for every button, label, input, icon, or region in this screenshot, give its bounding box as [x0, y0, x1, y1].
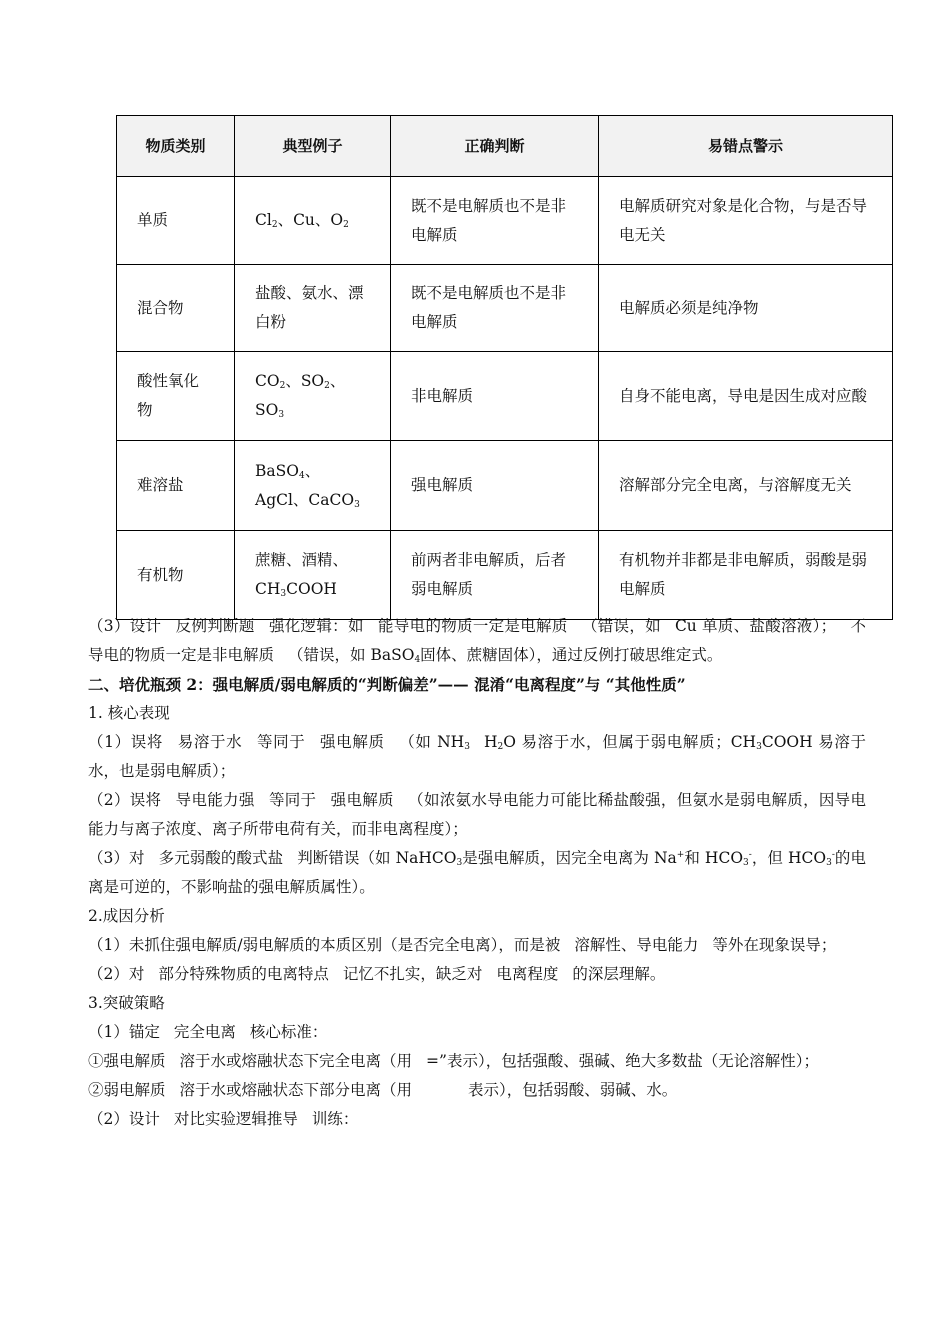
paragraph: （1）误将 易溶于水 等同于 强电解质 （如 $NH_3$ $H_2O$ 易溶于水，但属于弱电解质；$CH_3COOH$ 易溶于水，也是弱电解质）； — [88, 733, 866, 780]
cell-judgement: 前两者非电解质，后者弱电解质 — [391, 531, 599, 620]
cell-example: $CO_2$、$SO_2$、$SO_3$ — [235, 352, 391, 441]
subheading: 1. 核心表现 — [88, 704, 170, 722]
paragraph: （3）设计 反例判断题 强化逻辑：如 能导电的物质一定是电解质 （错误，如 Cu 单质、盐酸溶液）； 不导电的物质一定是非电解质 （错误，如 BaSO$_4$固体、蔗糖固体），通过反例打破思维定式。 — [88, 617, 866, 665]
cell-warning: 电解质必须是纯净物 — [599, 265, 893, 352]
cell-warning: 有机物并非都是非电解质，弱酸是弱电解质 — [599, 531, 893, 620]
paragraph: ①强电解质 溶于水或熔融状态下完全电离（用 =”表示），包括强酸、强碱、绝大多数盐（无论溶解性）； — [88, 1052, 819, 1070]
cell-category: 单质 — [117, 177, 235, 265]
cell-example: 蔗糖、酒精、$CH_3COOH$ — [235, 531, 391, 620]
cell-category: 难溶盐 — [117, 441, 235, 531]
cell-category: 酸性氧化物 — [117, 352, 235, 441]
table-row — [117, 531, 893, 620]
cell-judgement: 既不是电解质也不是非电解质 — [391, 265, 599, 352]
subheading: 3.突破策略 — [88, 994, 165, 1012]
table-header-row — [117, 116, 893, 177]
table-row — [117, 352, 893, 441]
cell-warning: 自身不能电离，导电是因生成对应酸 — [599, 352, 893, 441]
paragraph: （2）设计 对比实验逻辑推导 训练： — [88, 1110, 359, 1128]
paragraph: （1）锚定 完全电离 核心标准： — [88, 1023, 328, 1041]
cell-warning: 电解质研究对象是化合物，与是否导电无关 — [599, 177, 893, 265]
header-warning: 易错点警示 — [599, 116, 893, 177]
paragraph: ②弱电解质 溶于水或熔融状态下部分电离（用 表示），包括弱酸、弱碱、水。 — [88, 1081, 678, 1099]
paragraph: （2）误将 导电能力强 等同于 强电解质 （如浓氨水导电能力可能比稀盐酸强，但氨水是弱电解质，因导电能力与离子浓度、离子所带电荷有关，而非电离程度）； — [88, 791, 866, 838]
cell-category: 有机物 — [117, 531, 235, 620]
header-example: 典型例子 — [235, 116, 391, 177]
cell-example: 盐酸、氨水、漂白粉 — [235, 265, 391, 352]
electrolyte-table — [116, 115, 893, 620]
header-judgement: 正确判断 — [391, 116, 599, 177]
paragraph: （2）对 部分特殊物质的电离特点 记忆不扎实，缺乏对 电离程度 的深层理解。 — [88, 965, 666, 983]
cell-warning: 溶解部分完全电离，与溶解度无关 — [599, 441, 893, 531]
cell-example: $Cl_2$、Cu、$O_2$ — [235, 177, 391, 265]
body-text — [88, 612, 866, 1134]
paragraph: （3）对 多元弱酸的酸式盐 判断错误（如 NaHCO$_3$是强电解质，因完全电离为 Na+和 $HCO_3^-$，但 $HCO_3^-$的电离是可逆的，不影响盐的强电解质属性）。 — [88, 849, 866, 896]
section-heading: 二、培优瓶颈 2：强电解质/弱电解质的“判断偏差”—— 混淆“电离程度”与 “其他性质” — [88, 675, 686, 694]
header-category: 物质类别 — [117, 116, 235, 177]
table-row — [117, 441, 893, 531]
paragraph: （1）未抓住强电解质/弱电解质的本质区别（是否完全电离），而是被 溶解性、导电能力 等外在现象误导； — [88, 936, 837, 954]
table-row — [117, 177, 893, 265]
cell-judgement: 强电解质 — [391, 441, 599, 531]
subheading: 2.成因分析 — [88, 907, 165, 925]
cell-judgement: 非电解质 — [391, 352, 599, 441]
cell-example: BaSO$_4$、AgCl、CaCO$_3$ — [235, 441, 391, 531]
cell-judgement: 既不是电解质也不是非电解质 — [391, 177, 599, 265]
table-row — [117, 265, 893, 352]
cell-category: 混合物 — [117, 265, 235, 352]
